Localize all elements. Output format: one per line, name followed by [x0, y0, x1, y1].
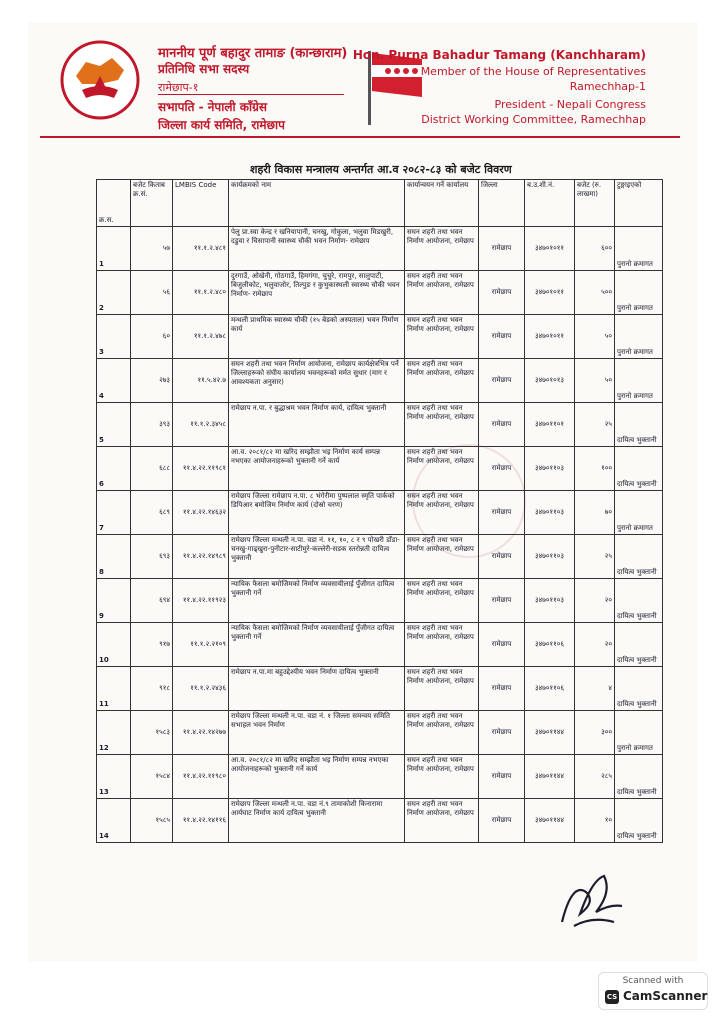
row-amount: ६०० — [575, 227, 615, 271]
row-amount: २५ — [575, 535, 615, 579]
table-row — [97, 623, 663, 667]
row-budget-code: ३४७०१०१३ — [525, 359, 575, 403]
row-office: सघन शहरी तथा भवन निर्माण आयोजना, रामेछाप — [405, 315, 479, 359]
row-book: १५८५ — [131, 799, 173, 843]
row-amount: १० — [575, 799, 615, 843]
col-book: बजेट किताब क्र.सं. — [131, 180, 173, 227]
row-office: सघन शहरी तथा भवन निर्माण आयोजना, रामेछाप — [405, 799, 479, 843]
row-name: रामेछाप जिल्ला मन्थली न.पा. वडा नं. १ जिल्ला समन्वय समिति सभाहल भवन निर्माण — [229, 711, 405, 755]
row-district: रामेछाप — [479, 491, 525, 535]
row-code: ११.१.२.४७८ — [173, 315, 229, 359]
row-book: ९१७ — [131, 623, 173, 667]
row-remark: दायित्व भुक्तानी — [615, 403, 663, 447]
row-budget-code: ३४७०११०३ — [525, 447, 575, 491]
col-office: कार्यान्वयन गर्ने कार्यालय — [405, 180, 479, 227]
row-amount: ५० — [575, 359, 615, 403]
table-row — [97, 667, 663, 711]
col-code: LMBIS Code — [173, 180, 229, 227]
row-code: ११.१.२.४८० — [173, 271, 229, 315]
row-book: ९१८ — [131, 667, 173, 711]
table-row — [97, 315, 663, 359]
table-row — [97, 535, 663, 579]
col-budget-code: ब.उ.शी.नं. — [525, 180, 575, 227]
row-code: ११.४.२२.१४२७७ — [173, 711, 229, 755]
row-remark: दायित्व भुक्तानी — [615, 623, 663, 667]
row-amount: २५ — [575, 403, 615, 447]
row-sn: 7 — [97, 491, 131, 535]
header-constituency-en: Ramechhap-1 — [569, 80, 646, 93]
row-remark: पुरानो क्रमागत — [615, 315, 663, 359]
row-district: रामेछाप — [479, 711, 525, 755]
row-budget-code: ३४७०११०१ — [525, 403, 575, 447]
col-district: जिल्ला — [479, 180, 525, 227]
row-budget-code: ३४७०११०६ — [525, 667, 575, 711]
row-office: सघन शहरी तथा भवन निर्माण आयोजना, रामेछाप — [405, 711, 479, 755]
row-book: ६८९ — [131, 491, 173, 535]
row-sn: 11 — [97, 667, 131, 711]
table-row — [97, 579, 663, 623]
row-code: ११.४.२२.१४९८९ — [173, 535, 229, 579]
row-amount: ५० — [575, 315, 615, 359]
table-row — [97, 447, 663, 491]
row-name: न्यायिक फैसला बमोजिमको निर्माण व्यवसायीलाई पुँजीगत दायित्व भुक्तानी गर्ने — [229, 579, 405, 623]
table-row — [97, 227, 663, 271]
col-amount: बजेट (रु. लाखमा) — [575, 180, 615, 227]
row-district: रामेछाप — [479, 315, 525, 359]
scanner-name: CamScanner — [623, 989, 708, 1003]
budget-table — [96, 179, 663, 843]
row-name: आ.व. २०८१/८२ मा खरिद सम्झौता भइ निर्माण कार्य सम्पन्न नभएका आयोजनाहरूको भुक्तानी गर्ने कार्य — [229, 447, 405, 491]
row-name: पेलु प्रा.स्वा केन्द्र र खनियापानी, चनखु, गोकुला, भलुवा मिडखुरी, दडुवा र चिसापानी स्वास्थ्य चौकी भवन निर्माण- रामेछाप — [229, 227, 405, 271]
row-remark: दायित्व भुक्तानी — [615, 755, 663, 799]
row-amount: २८५ — [575, 755, 615, 799]
table-row — [97, 403, 663, 447]
row-code: ११.४.२२.११९८१ — [173, 447, 229, 491]
row-office: सघन शहरी तथा भवन निर्माण आयोजना, रामेछाप — [405, 447, 479, 491]
col-name: कार्यक्रमको नाम — [229, 180, 405, 227]
row-office: सघन शहरी तथा भवन निर्माण आयोजना, रामेछाप — [405, 359, 479, 403]
row-sn: 10 — [97, 623, 131, 667]
row-sn: 8 — [97, 535, 131, 579]
row-sn: 9 — [97, 579, 131, 623]
header-party-role-en: President - Nepali Congress — [494, 98, 646, 111]
row-remark: दायित्व भुक्तानी — [615, 799, 663, 843]
row-district: रामेछाप — [479, 535, 525, 579]
row-district: रामेछाप — [479, 227, 525, 271]
row-book: ५६ — [131, 271, 173, 315]
header-name-en: Hon. Purna Bahadur Tamang (Kanchharam) — [352, 48, 646, 62]
header-role-en: Member of the House of Representatives — [420, 65, 646, 78]
row-district: रामेछाप — [479, 359, 525, 403]
row-district: रामेछाप — [479, 667, 525, 711]
table-row — [97, 755, 663, 799]
row-name: न्यायिक फैसला बमोजिमको निर्माण व्यवसायीलाई पुँजीगत दायित्व भुक्तानी गर्ने — [229, 623, 405, 667]
row-sn: 6 — [97, 447, 131, 491]
col-remark: टुङ्गाइएको — [615, 180, 663, 227]
row-book: २७३ — [131, 359, 173, 403]
row-book: ६० — [131, 315, 173, 359]
row-district: रामेछाप — [479, 799, 525, 843]
row-district: रामेछाप — [479, 403, 525, 447]
row-name: रामेछाप जिल्ला मन्थली न.पा. वडा नं.९ तामाकोशी किनारामा आर्यघाट निर्माण कार्य दायित्व भुक्तानी — [229, 799, 405, 843]
row-office: सघन शहरी तथा भवन निर्माण आयोजना, रामेछाप — [405, 227, 479, 271]
row-office: सघन शहरी तथा भवन निर्माण आयोजना, रामेछाप — [405, 667, 479, 711]
row-sn: 5 — [97, 403, 131, 447]
row-remark: दायित्व भुक्तानी — [615, 447, 663, 491]
header-constituency-np: रामेछाप-१ — [158, 81, 199, 94]
row-remark: दायित्व भुक्तानी — [615, 579, 663, 623]
table-row — [97, 711, 663, 755]
row-remark: पुरानो क्रमागत — [615, 227, 663, 271]
row-budget-code: ३४७०११४४ — [525, 755, 575, 799]
col-sn: क्र.स. — [97, 180, 131, 227]
header-divider — [40, 136, 680, 138]
row-sn: 12 — [97, 711, 131, 755]
row-budget-code: ३४७०१०११ — [525, 315, 575, 359]
row-sn: 13 — [97, 755, 131, 799]
row-district: रामेछाप — [479, 271, 525, 315]
row-office: सघन शहरी तथा भवन निर्माण आयोजना, रामेछाप — [405, 755, 479, 799]
row-remark: पुरानो क्रमागत — [615, 271, 663, 315]
row-remark: पुरानो क्रमागत — [615, 359, 663, 403]
row-code: ११.१.२.२४३६ — [173, 667, 229, 711]
row-code: ११.४.२२.११९८० — [173, 755, 229, 799]
row-district: रामेछाप — [479, 755, 525, 799]
row-district: रामेछाप — [479, 623, 525, 667]
row-name: दुरगाउँ, ओखेनी, गोठगाउँ, हिमगंगा, चुचुरे, रामपुर, सालुपाटी, बिजुलीकोट, भलुवाजोर, तिल्पुङ र कुभुकास्थली स्वास्थ्य चौकी भवन निर्माण- रामेछाप — [229, 271, 405, 315]
table-header-row — [97, 180, 663, 227]
party-logo-icon — [60, 40, 140, 120]
row-budget-code: ३४७०११४४ — [525, 711, 575, 755]
row-code: ११.१.२.२१०९ — [173, 623, 229, 667]
row-office: सघन शहरी तथा भवन निर्माण आयोजना, रामेछाप — [405, 623, 479, 667]
row-code: ११.१.२.३४५८ — [173, 403, 229, 447]
row-code: ११.१.२.४८१ — [173, 227, 229, 271]
header-party-role-np: सभापति - नेपाली काँग्रेस — [158, 100, 267, 114]
row-office: सघन शहरी तथा भवन निर्माण आयोजना, रामेछाप — [405, 271, 479, 315]
row-district: रामेछाप — [479, 447, 525, 491]
row-code: ११.४.२२.११९२३ — [173, 579, 229, 623]
row-name: आ.व. २०८१/८२ मा खरिद सम्झौता भइ निर्माण सम्पन्न नभएका आयोजनाहरूको भुक्तानी गर्ने कार्य — [229, 755, 405, 799]
row-book: ५७ — [131, 227, 173, 271]
row-amount: ५०० — [575, 271, 615, 315]
row-amount: ४ — [575, 667, 615, 711]
row-sn: 14 — [97, 799, 131, 843]
row-budget-code: ३४७०११०६ — [525, 623, 575, 667]
signature — [552, 862, 632, 942]
row-code: ११.४.२२.१४११६ — [173, 799, 229, 843]
row-budget-code: ३४७०१०११ — [525, 227, 575, 271]
header-role-np: प्रतिनिधि सभा सदस्य — [158, 62, 250, 76]
row-budget-code: ३४७०११०३ — [525, 535, 575, 579]
table-row — [97, 491, 663, 535]
row-name: सघन शहरी तथा भवन निर्माण आयोजना, रामेछाप कार्यक्षेत्रभित्र पर्ने जिल्लाहरूको संघीय कार्यालय भवनहरूको मर्मत सुधार (माग र आवश्यकता अनुसार) — [229, 359, 405, 403]
row-sn: 2 — [97, 271, 131, 315]
row-remark: दायित्व भुक्तानी — [615, 667, 663, 711]
row-amount: ७० — [575, 491, 615, 535]
row-name: रामेछाप जिल्ला मन्थली न.पा. वडा नं. ११, १०, ८ र ९ पोखरी डाँडा-चनखु-गाढ्खुरा-पुनीटार-साटीमुरे-कल्लेरी-सडक स्तरोन्नती दायित्व भुक्तानी — [229, 535, 405, 579]
row-budget-code: ३४७०११०३ — [525, 579, 575, 623]
row-budget-code: ३४७०१०११ — [525, 271, 575, 315]
table-row — [97, 271, 663, 315]
row-name: रामेछाप न.पा.मा बहुउद्देश्यीय भवन निर्माण दायित्व भुक्तानी — [229, 667, 405, 711]
row-book: ६८८ — [131, 447, 173, 491]
row-sn: 4 — [97, 359, 131, 403]
header-committee-np: जिल्ला कार्य समिति, रामेछाप — [158, 118, 285, 132]
row-remark: दायित्व भुक्तानी — [615, 535, 663, 579]
row-name: रामेछाप न.पा. र बुद्धाश्रम भवन निर्माण कार्य, दायित्व भुक्तानी — [229, 403, 405, 447]
row-office: सघन शहरी तथा भवन निर्माण आयोजना, रामेछाप — [405, 403, 479, 447]
row-amount: ३०० — [575, 711, 615, 755]
camscanner-icon: CS — [605, 990, 619, 1004]
row-budget-code: ३४७०११४४ — [525, 799, 575, 843]
header-committee-en: District Working Committee, Ramechhap — [421, 113, 646, 126]
row-amount: १०० — [575, 447, 615, 491]
table-row — [97, 799, 663, 843]
row-amount: २० — [575, 623, 615, 667]
row-book: ६९३ — [131, 535, 173, 579]
scanner-watermark — [598, 972, 708, 1010]
row-sn: 1 — [97, 227, 131, 271]
row-office: सघन शहरी तथा भवन निर्माण आयोजना, रामेछाप — [405, 579, 479, 623]
row-remark: पुरानो क्रमागत — [615, 491, 663, 535]
row-book: ३९३ — [131, 403, 173, 447]
row-book: ६९४ — [131, 579, 173, 623]
row-office: सघन शहरी तथा भवन निर्माण आयोजना, रामेछाप — [405, 535, 479, 579]
row-book: १५८३ — [131, 711, 173, 755]
header-name-np: माननीय पूर्ण बहादुर तामाङ (कान्छाराम) — [158, 46, 348, 61]
row-code: ११.५.४२.७ — [173, 359, 229, 403]
row-remark: पुरानो क्रमागत — [615, 711, 663, 755]
row-district: रामेछाप — [479, 579, 525, 623]
row-amount: २० — [575, 579, 615, 623]
row-book: १५८४ — [131, 755, 173, 799]
row-office: सघन शहरी तथा भवन निर्माण आयोजना, रामेछाप — [405, 491, 479, 535]
table-row — [97, 359, 663, 403]
row-code: ११.४.२२.१४६३२ — [173, 491, 229, 535]
row-sn: 3 — [97, 315, 131, 359]
row-budget-code: ३४७०११०३ — [525, 491, 575, 535]
document-title: शहरी विकास मन्त्रालय अन्तर्गत आ.व २०८२-८३ को बजेट विवरण — [250, 163, 512, 176]
row-name: रामेछाप जिल्ला रामेछाप न.पा. ८ भंगेरीमा पुष्पलाल स्मृति पार्कको डिपिआर बमोजिम निर्माण कार्य (दोस्रो चरण) — [229, 491, 405, 535]
scanner-caption: Scanned with — [622, 976, 684, 986]
row-name: मन्थली प्राथमिक स्वास्थ्य चौकी (१५ बेडको अस्पताल) भवन निर्माण कार्य — [229, 315, 405, 359]
